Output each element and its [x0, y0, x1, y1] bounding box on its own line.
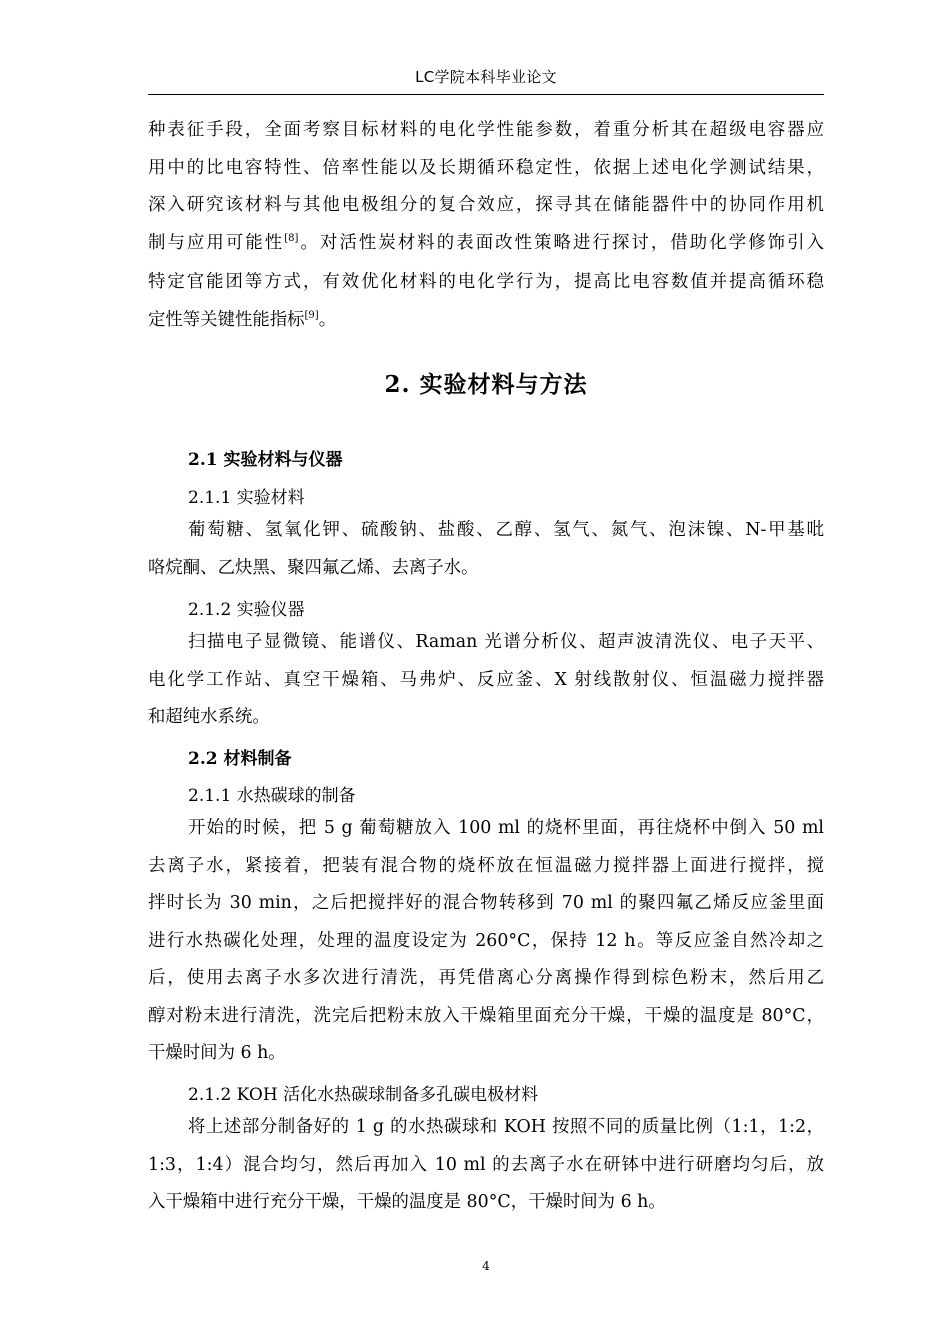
text-line: 1:3，1:4）混合均匀，然后再加入 10 ml 的去离子水在研钵中进行研磨均匀后，放 — [148, 1154, 824, 1175]
text-line: 将上述部分制备好的 1 g 的水热碳球和 KOH 按照不同的质量比例（1:1，1:2， — [188, 1117, 824, 1137]
text-line: 电化学工作站、真空干燥箱、马弗炉、反应釜、X 射线散射仪、恒温磁力搅拌器 — [148, 669, 824, 690]
subsubsection-heading: 2.1.1 水热碳球的制备 — [188, 786, 356, 806]
text-fragment: 定性等关键性能指标 — [148, 309, 305, 330]
running-header: LC学院本科毕业论文 — [415, 68, 557, 86]
text-line: 进行水热碳化处理，处理的温度设定为 260°C，保持 12 h。等反应釜自然冷却之 — [148, 930, 824, 951]
subsubsection-heading: 2.1.2 KOH 活化水热碳球制备多孔碳电极材料 — [188, 1085, 539, 1105]
subsection-heading: 2.1 实验材料与仪器 — [188, 450, 343, 470]
text-fragment: 。 — [318, 309, 337, 330]
text-line — [148, 302, 824, 342]
text-line: 深入研究该材料与其他电极组分的复合效应，探寻其在储能器件中的协同作用机 — [148, 195, 824, 215]
text-line: 后，使用去离子水多次进行清洗，再凭借离心分离操作得到棕色粉末，然后用乙 — [148, 968, 824, 988]
text-fragment: 制与应用可能性 — [148, 232, 285, 253]
text-line: 和超纯水系统。 — [148, 707, 270, 727]
text-fragment: 。对活性炭材料的表面改性策略进行探讨，借助化学修饰引入 — [298, 232, 824, 253]
section-heading: 2. 实验材料与方法 — [384, 371, 588, 398]
text-line — [148, 225, 824, 265]
page-number: 4 — [482, 1259, 490, 1273]
text-line: 特定官能团等方式，有效优化材料的电化学行为，提高比电容数值并提高循环稳 — [148, 272, 824, 292]
citation-ref: [8] — [284, 232, 299, 244]
paragraph-koh-activation — [148, 1109, 824, 1222]
text-line: 干燥时间为 6 h。 — [148, 1043, 286, 1063]
text-line: 醇对粉末进行清洗，洗完后把粉末放入干燥箱里面充分干燥，干燥的温度是 80°C， — [148, 1005, 824, 1026]
text-line: 葡萄糖、氢氧化钾、硫酸钠、盐酸、乙醇、氢气、氮气、泡沫镍、N-甲基吡 — [188, 520, 824, 540]
text-line: 扫描电子显微镜、能谱仪、Raman 光谱分析仪、超声波清洗仪、电子天平、 — [188, 632, 824, 652]
text-line: 种表征手段，全面考察目标材料的电化学性能参数，着重分析其在超级电容器应 — [148, 120, 824, 140]
text-line: 用中的比电容特性、倍率性能以及长期循环稳定性，依据上述电化学测试结果， — [148, 157, 824, 178]
paragraph-materials — [148, 512, 824, 587]
text-line: 开始的时候，把 5 g 葡萄糖放入 100 ml 的烧杯里面，再往烧杯中倒入 50 ml — [188, 818, 824, 838]
text-line: 入干燥箱中进行充分干燥，干燥的温度是 80°C，干燥时间为 6 h。 — [148, 1192, 666, 1212]
paragraph-carbon-spheres — [148, 810, 824, 1073]
text-line: 去离子水，紧接着，把装有混合物的烧杯放在恒温磁力搅拌器上面进行搅拌，搅 — [148, 855, 824, 876]
intro-paragraph — [148, 112, 824, 341]
paragraph-instruments — [148, 624, 824, 737]
text-line: 拌时长为 30 min，之后把搅拌好的混合物转移到 70 ml 的聚四氟乙烯反应釜里面 — [148, 893, 824, 913]
header-rule — [148, 94, 824, 95]
citation-ref: [9] — [304, 309, 319, 321]
text-line: 咯烷酮、乙炔黑、聚四氟乙烯、去离子水。 — [148, 557, 479, 578]
subsubsection-heading: 2.1.2 实验仪器 — [188, 600, 305, 620]
subsubsection-heading: 2.1.1 实验材料 — [188, 488, 305, 508]
subsection-heading: 2.2 材料制备 — [188, 749, 292, 769]
